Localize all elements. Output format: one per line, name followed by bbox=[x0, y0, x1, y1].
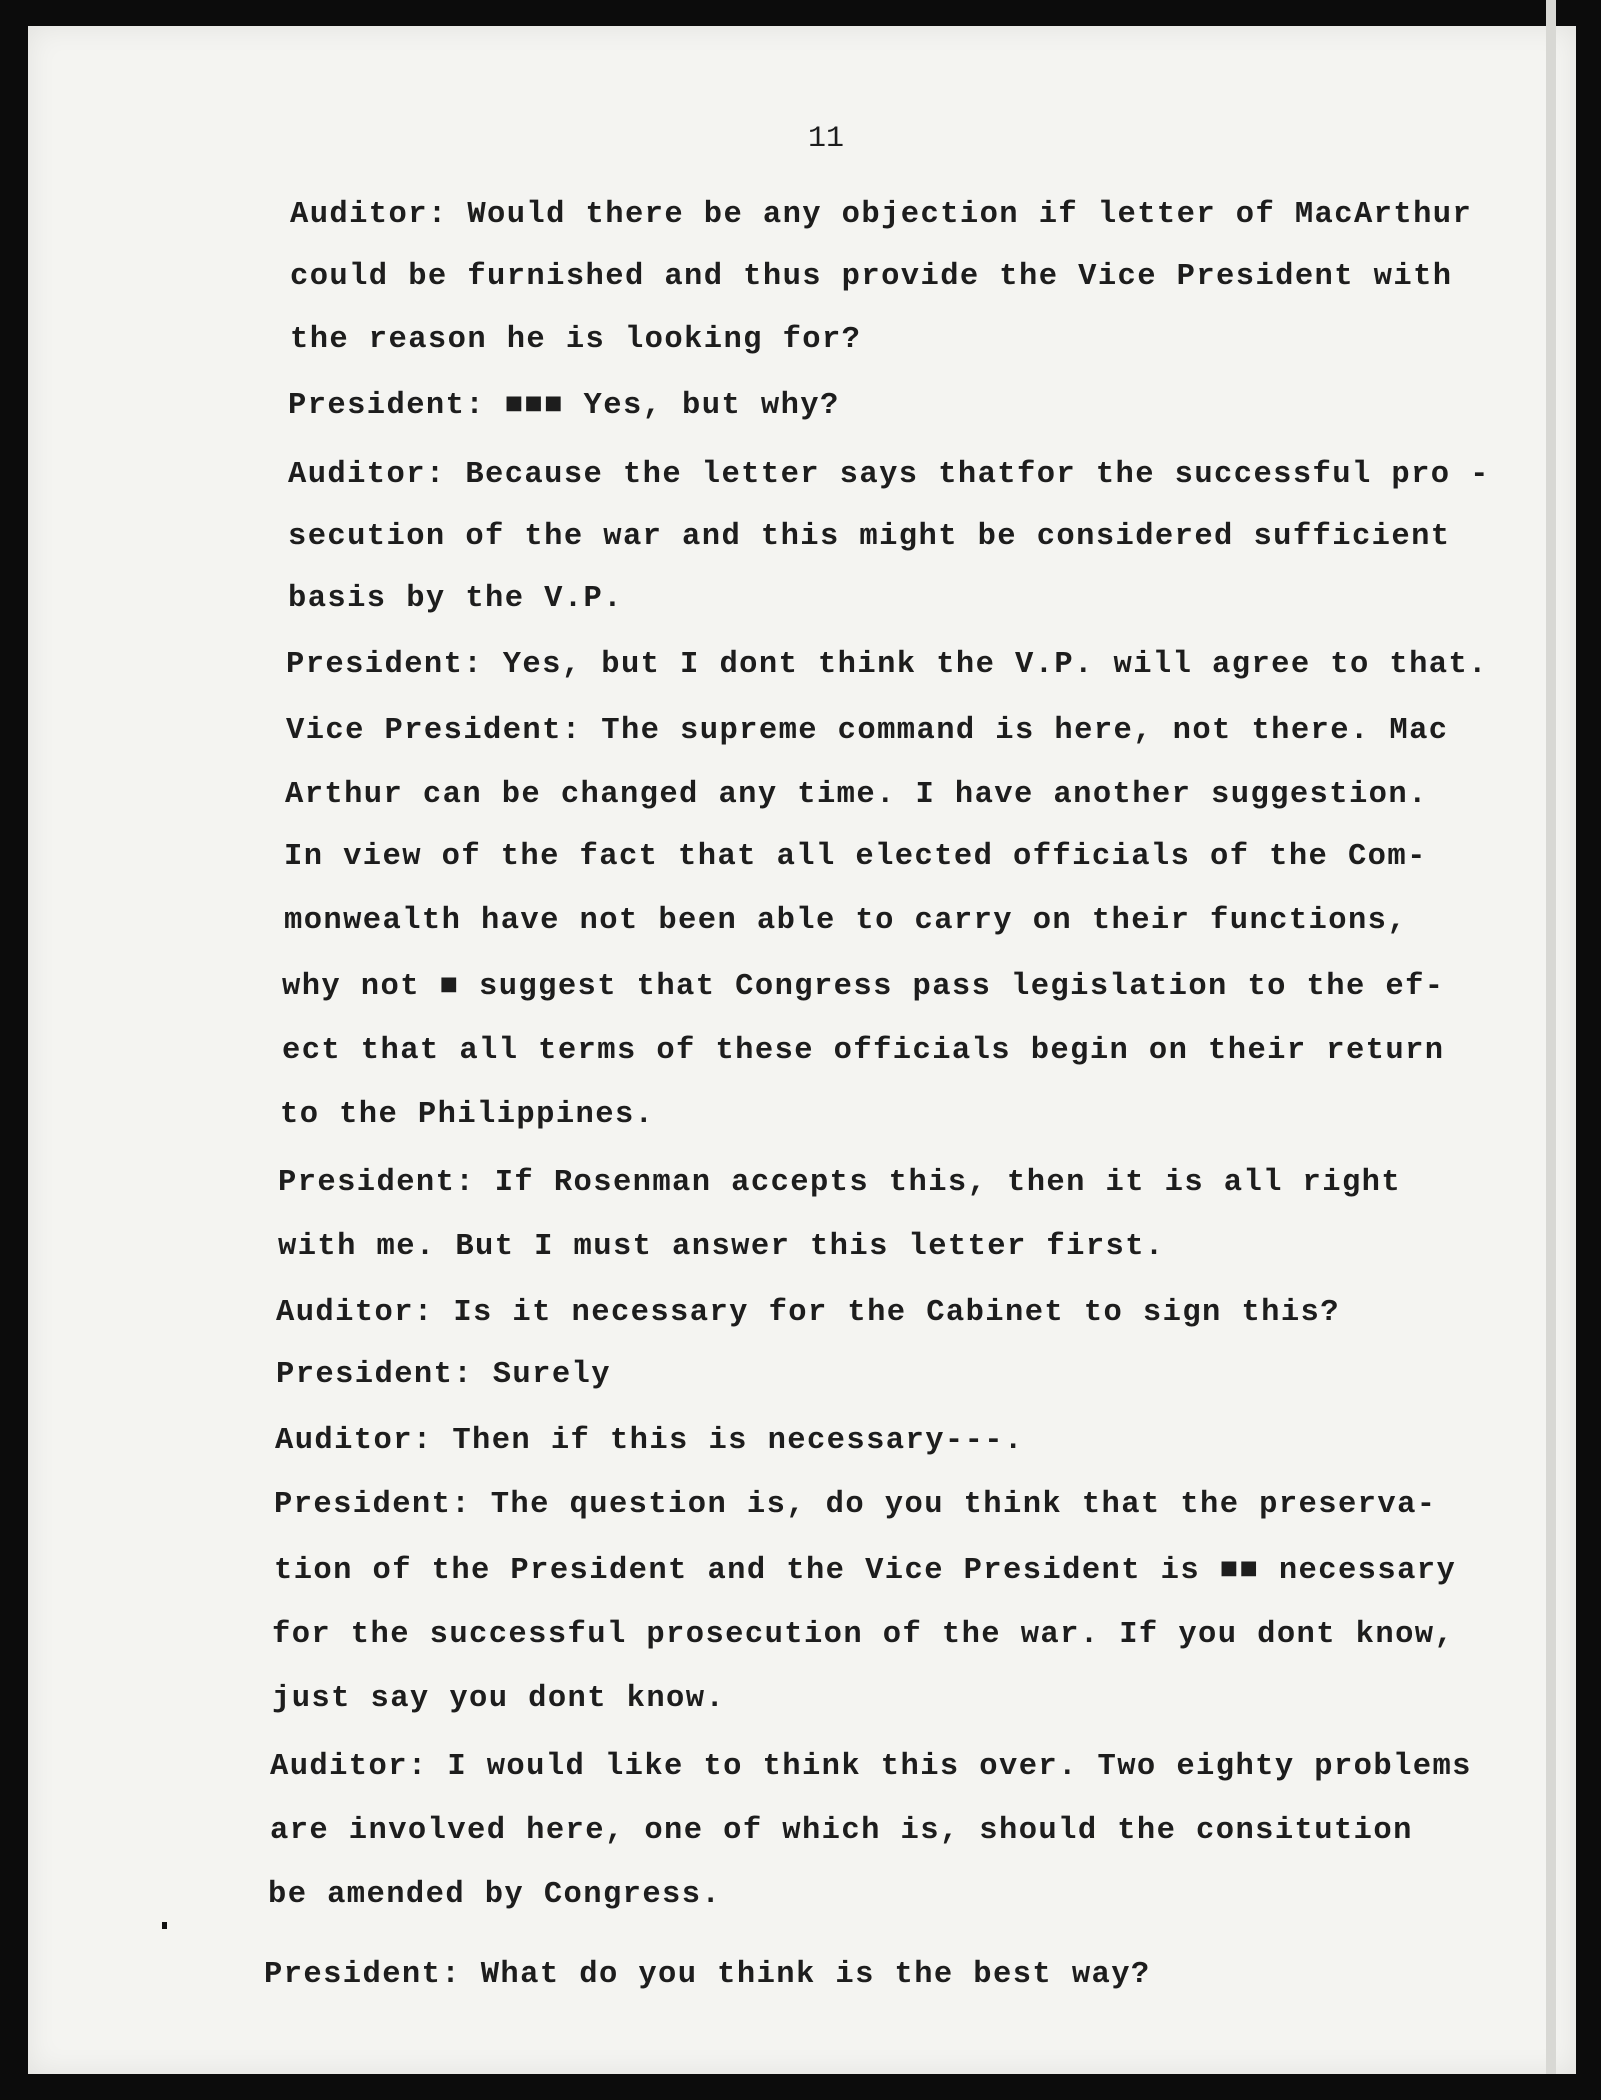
text-line: Auditor: Then if this is necessary---. bbox=[275, 1424, 1024, 1458]
text-line: Auditor: Because the letter says thatfor the successful pro - bbox=[288, 458, 1490, 492]
text-line: with me. But I must answer this letter first. bbox=[278, 1230, 1165, 1264]
text-line: why not ■ suggest that Congress pass legislation to the ef- bbox=[282, 970, 1445, 1004]
ink-speck bbox=[162, 1922, 167, 1929]
ink-speck bbox=[1546, 0, 1556, 2074]
text-line: be amended by Congress. bbox=[268, 1878, 722, 1912]
text-line: are involved here, one of which is, should the consitution bbox=[270, 1814, 1413, 1848]
text-line: just say you dont know. bbox=[272, 1682, 726, 1716]
text-line: Arthur can be changed any time. I have another suggestion. bbox=[285, 778, 1428, 812]
page-number: 11 bbox=[808, 122, 845, 156]
text-line: President: Yes, but I dont think the V.P. will agree to that. bbox=[286, 648, 1488, 682]
text-line: for the successful prosecution of the war. If you dont know, bbox=[272, 1618, 1455, 1652]
text-line: secution of the war and this might be considered sufficient bbox=[288, 520, 1451, 554]
text-line: President: What do you think is the best way? bbox=[264, 1958, 1151, 1992]
text-line: Auditor: Would there be any objection if letter of MacArthur bbox=[290, 198, 1473, 232]
text-line: Auditor: Is it necessary for the Cabinet to sign this? bbox=[276, 1296, 1340, 1330]
text-line: Vice President: The supreme command is here, not there. Mac bbox=[286, 714, 1449, 748]
text-line: President: If Rosenman accepts this, then it is all right bbox=[278, 1166, 1402, 1200]
text-line: President: The question is, do you think that the preserva- bbox=[274, 1488, 1437, 1522]
text-line: monwealth have not been able to carry on their functions, bbox=[284, 904, 1408, 938]
text-line: could be furnished and thus provide the Vice President with bbox=[290, 260, 1453, 294]
text-line: Auditor: I would like to think this over. Two eighty problems bbox=[270, 1750, 1472, 1784]
text-line: to the Philippines. bbox=[280, 1098, 655, 1132]
text-line: tion of the President and the Vice President is ■■ necessary bbox=[274, 1554, 1457, 1588]
text-line: President: ■■■ Yes, but why? bbox=[288, 389, 840, 423]
text-line: President: Surely bbox=[276, 1358, 611, 1392]
text-line: ect that all terms of these officials begin on their return bbox=[282, 1034, 1445, 1068]
text-line: basis by the V.P. bbox=[288, 582, 623, 616]
text-line: the reason he is looking for? bbox=[290, 323, 862, 357]
text-line: In view of the fact that all elected officials of the Com- bbox=[284, 840, 1427, 874]
